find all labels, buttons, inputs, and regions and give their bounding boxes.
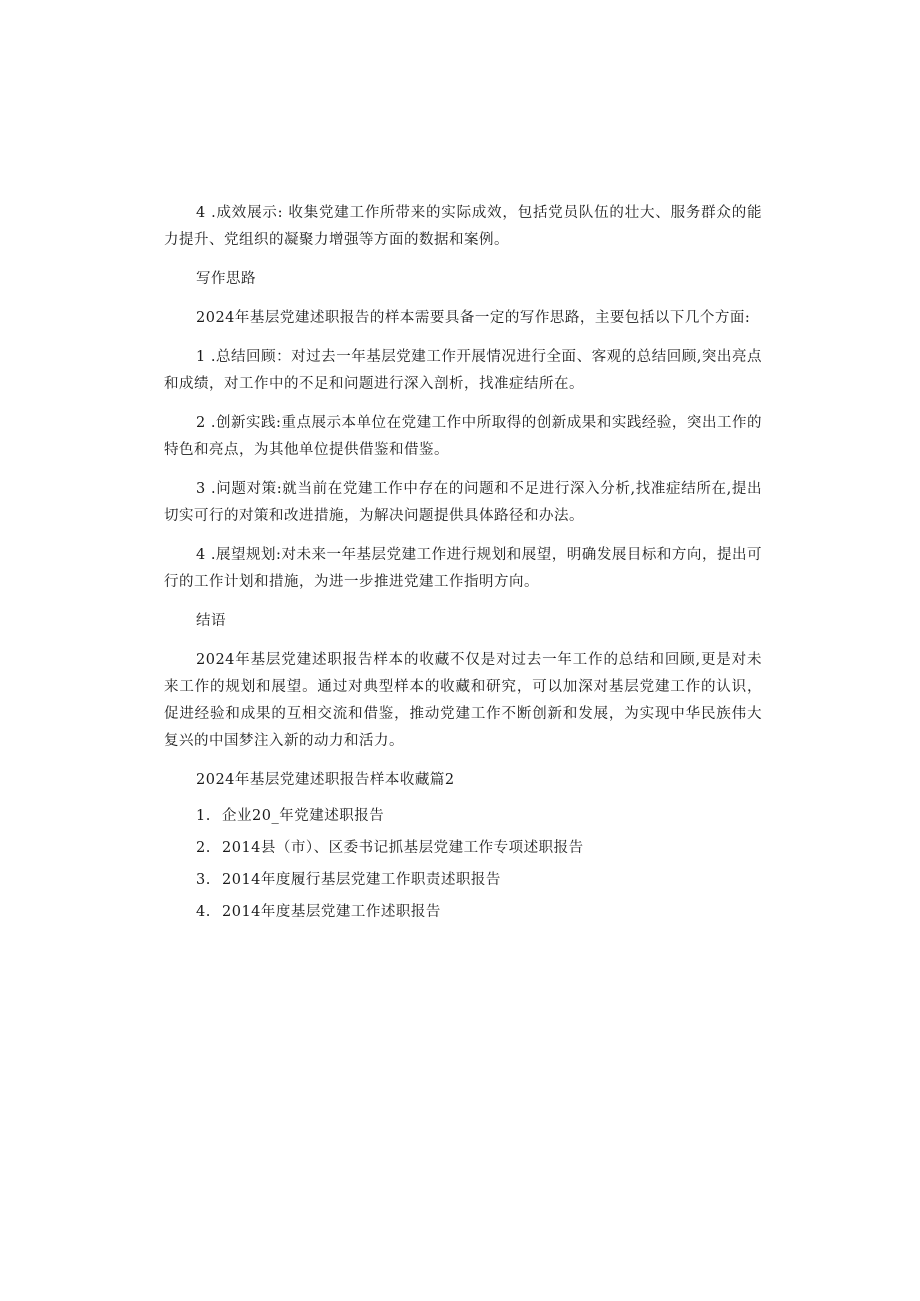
list-number: 3. <box>196 872 211 888</box>
list-number: 2. <box>196 840 211 856</box>
collection-list-item <box>164 902 762 922</box>
list-text: 2014县（市）、区委书记抓基层党建工作专项述职报告 <box>222 840 584 856</box>
list-text: 2014年度基层党建工作述职报告 <box>222 904 441 920</box>
document-page <box>164 200 762 934</box>
writing-lead-paragraph: 2024年基层党建述职报告的样本需要具备一定的写作思路，主要包括以下几个方面: <box>196 310 751 326</box>
list-text: 企业20_年党建述职报告 <box>222 808 385 824</box>
collection-list-item <box>164 806 762 826</box>
section-heading-collection: 2024年基层党建述职报告样本收藏篇2 <box>196 772 455 788</box>
list-number: 1. <box>196 808 211 824</box>
list-number: 4. <box>196 904 211 920</box>
writing-item-2: 2 .创新实践:重点展示本单位在党建工作中所取得的创新成果和实践经验，突出工作的特色和亮点，为其他单位提供借鉴和借鉴。 <box>164 415 762 458</box>
writing-item-4: 4 .展望规划:对未来一年基层党建工作进行规划和展望，明确发展目标和方向，提出可行的工作计划和措施，为进一步推进党建工作指明方向。 <box>164 547 762 590</box>
writing-item-3: 3 .问题对策:就当前在党建工作中存在的问题和不足进行深入分析,找准症结所在,提出切实可行的对策和改进措施，为解决问题提供具体路径和办法。 <box>164 481 762 524</box>
list-text: 2014年度履行基层党建工作职责述职报告 <box>222 872 501 888</box>
section-heading-writing: 写作思路 <box>196 271 256 287</box>
collection-list-item <box>164 870 762 890</box>
intro-item-4: 4 .成效展示: 收集党建工作所带来的实际成效，包括党员队伍的壮大、服务群众的能力提升、党组织的凝聚力增强等方面的数据和案例。 <box>164 205 762 248</box>
conclusion-paragraph: 2024年基层党建述职报告样本的收藏不仅是对过去一年工作的总结和回顾,更是对未来工作的规划和展望。通过对典型样本的收藏和研究，可以加深对基层党建工作的认识，促进经验和成果的互相交流和借鉴，推动党建工作不断创新和发展，为实现中华民族伟大复兴的中国梦注入新的动力和活力。 <box>164 652 762 749</box>
collection-list-item <box>164 838 762 858</box>
section-heading-conclusion: 结语 <box>196 613 226 629</box>
writing-item-1: 1 .总结回顾：对过去一年基层党建工作开展情况进行全面、客观的总结回顾,突出亮点和成绩，对工作中的不足和问题进行深入剖析，找准症结所在。 <box>164 349 762 392</box>
